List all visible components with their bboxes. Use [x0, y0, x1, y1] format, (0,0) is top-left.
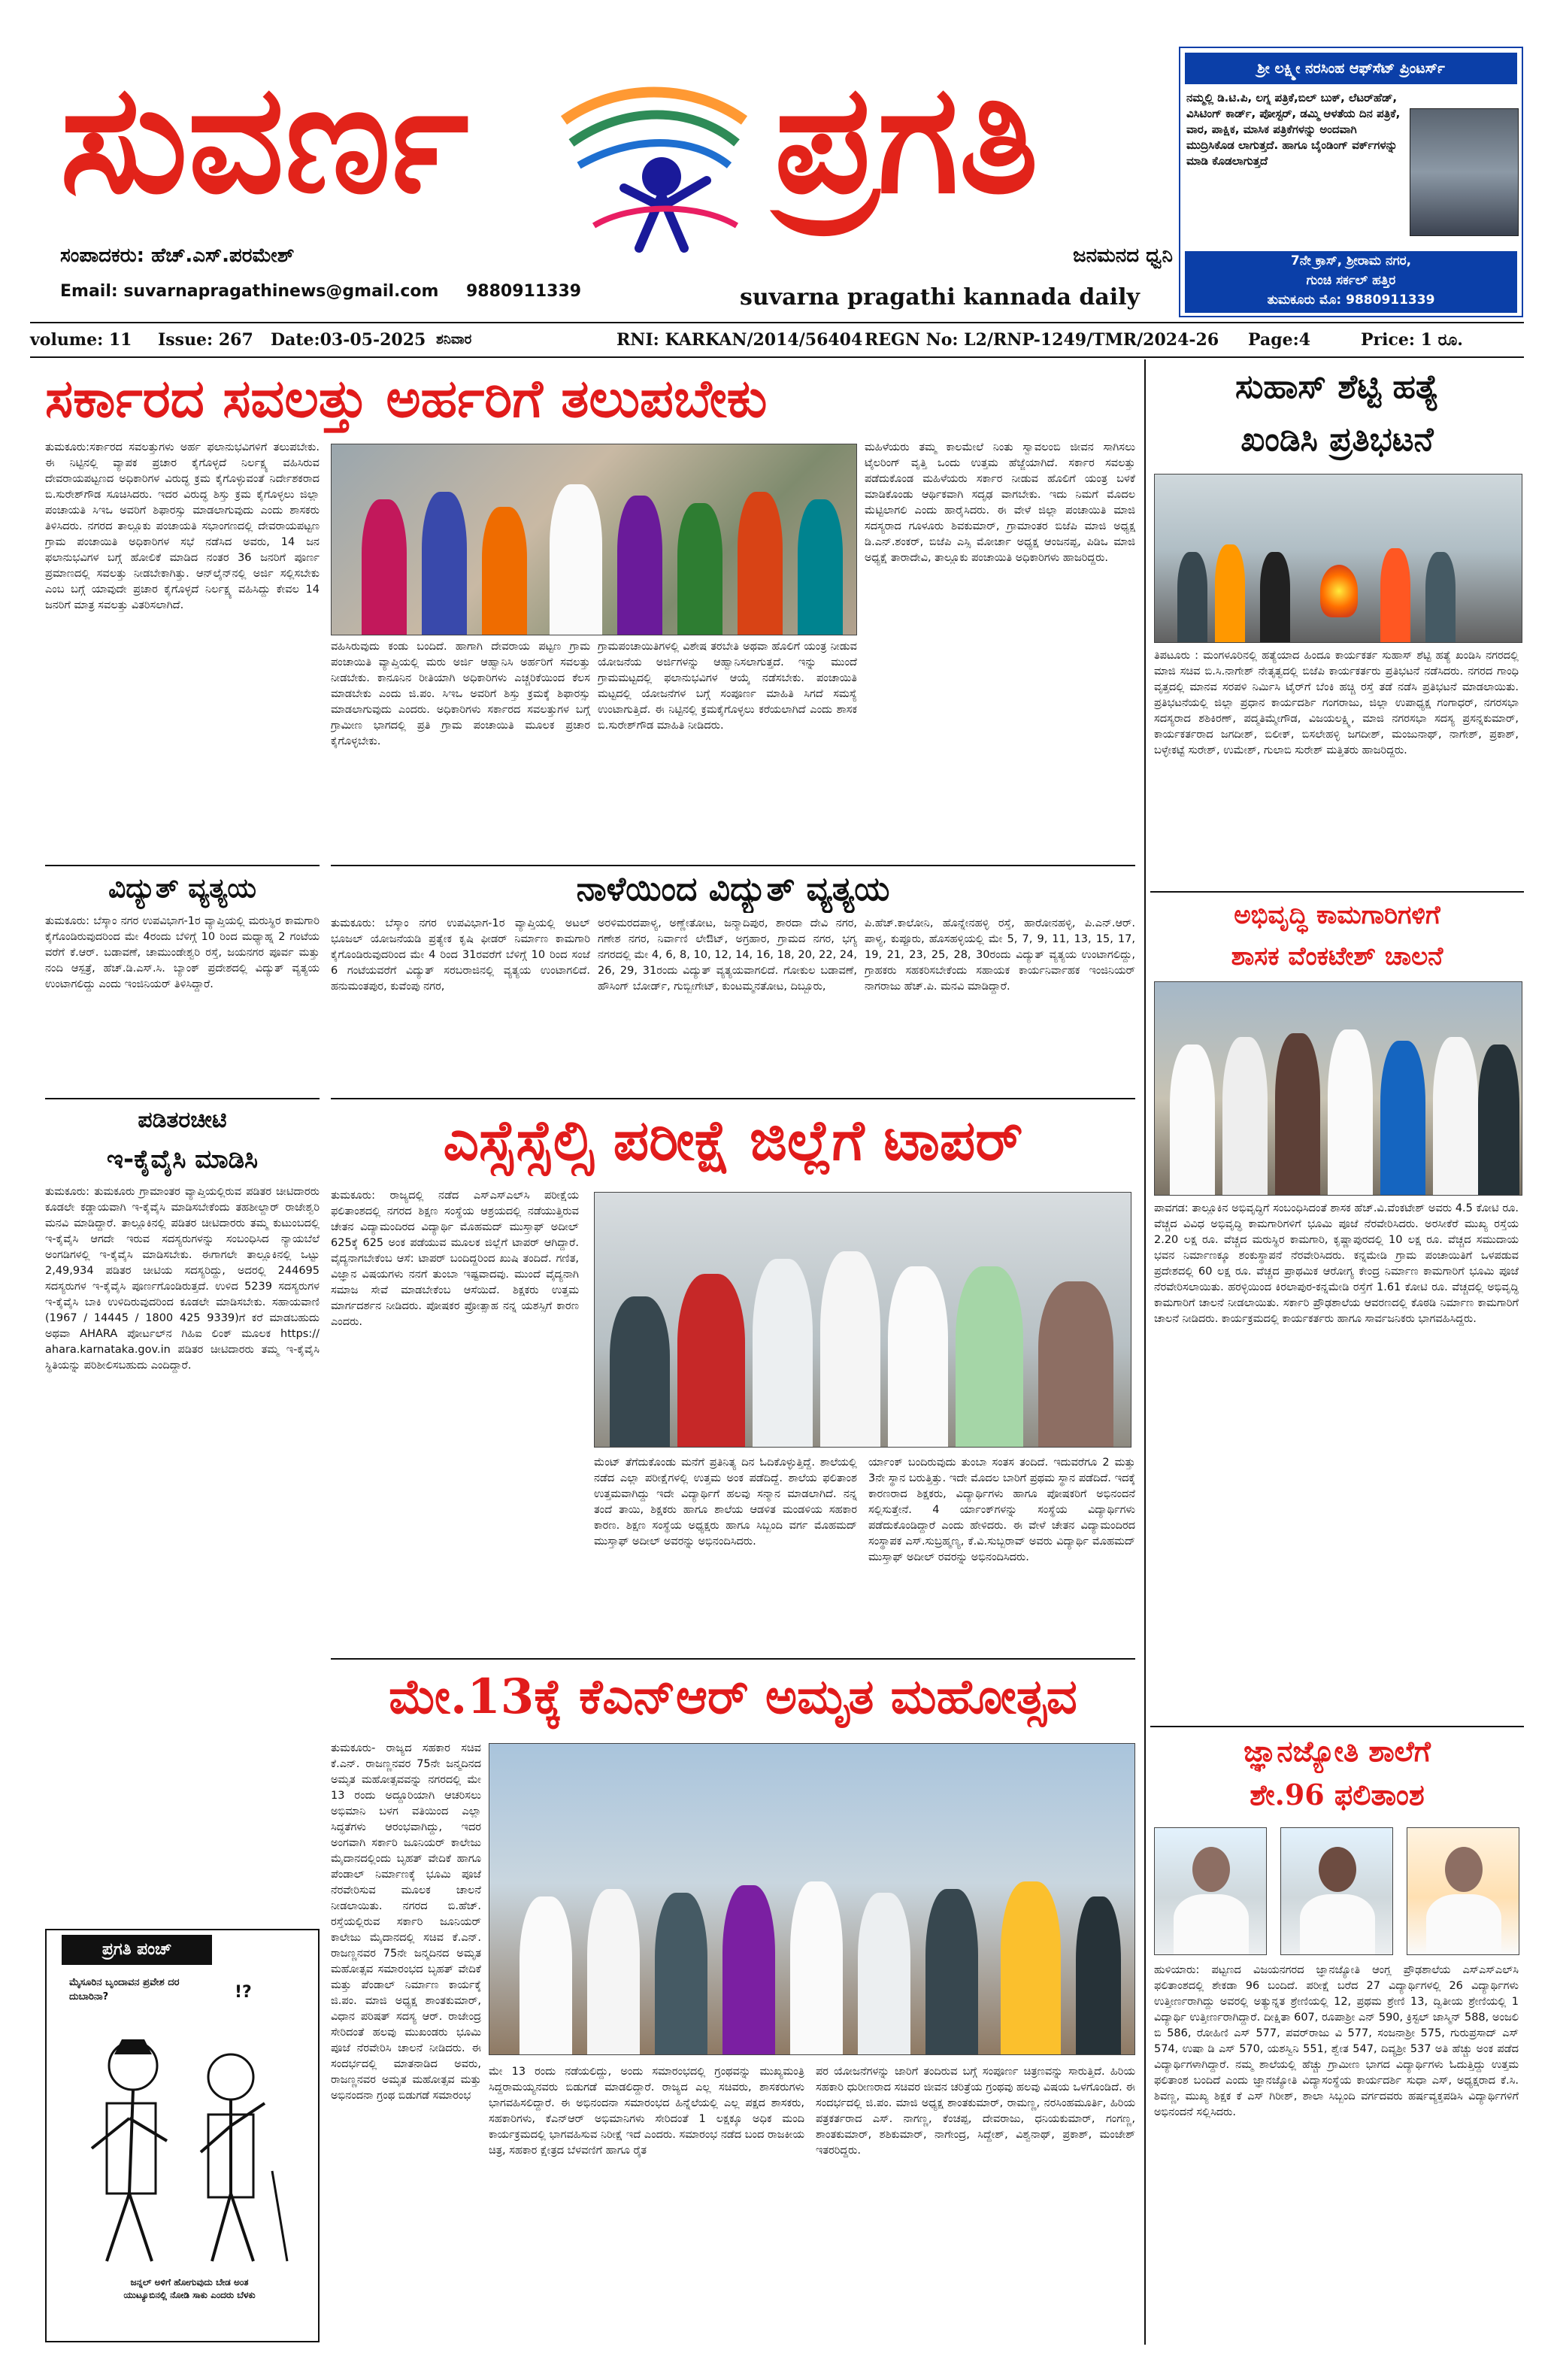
jnana-headline2: ಶೇ.96 ಫಲಿತಾಂಶ	[1250, 1778, 1425, 1812]
masthead-title-right: ಪ್ರಗತಿ	[774, 50, 1039, 227]
suhas-body: ತಿಪಟೂರು : ಮಂಗಳೂರಿನಲ್ಲಿ ಹತ್ಯೆಯಾದ ಹಿಂದೂ ಕಾರ್ಯಕರ್ತ ಸುಹಾಸ್ ಶೆಟ್ಟಿ ಹತ್ಯೆ ಖಂಡಿಸಿ ನಗರದಲ್ಲಿ ಮಾಜಿ ಸಚಿವ ಬಿ.ಸಿ.ನಾಗೇಶ್ ನೇತೃತ್ವದಲ್ಲಿ ಬಿಜೆಪಿ ಕಾರ್ಯಕರ್ತರು ಪ್ರತಿಭಟನೆ ನಡೆಸಿದರು. ನಗರದ ಗಾಂಧಿ ವೃತ್ತದಲ್ಲಿ ಮಾನವ ಸರಪಳಿ ನಿರ್ಮಿಸಿ ಟೈರ್‌ಗೆ ಬೆಂಕಿ ಹಚ್ಚಿ ರಸ್ತೆ ತಡೆ ನಡೆಸಿ ಪ್ರತಿಭಟನೆ ಮಾಡಲಾಯಿತು. ಪ್ರತಿಭಟನೆಯಲ್ಲಿ ಜಿಲ್ಲಾ ಪ್ರಧಾನ ಕಾರ್ಯದರ್ಶಿ ಗಂಗರಾಜು, ಜಿಲ್ಲಾ ಉಪಾಧ್ಯಕ್ಷ ಗಂಗಾಧರ್, ನಗರಸಭಾ ಸದಸ್ಯರಾದ ಶಶಿಕಿರಣ್, ಪದ್ಮತಿಮ್ಮೇಗೌಡ, ವಿಜಯಲಕ್ಷ್ಮಿ, ಮಾಜಿ ನಗರಸಭಾ ಸದಸ್ಯ ಪ್ರಸನ್ನಕುಮಾರ್, ಕಾರ್ಯಕರ್ತರಾದ ಜಗದೀಶ್, ಬಿಲೀಕ್, ಬಿಸಲೇಹಳ್ಳಿ ಜಗದೀಶ್, ಮಂಜುನಾಥ್, ನಾಗೇಶ್, ಪ್ರಕಾಶ್, ಬಳ್ಳೇಕಟ್ಟೆ ಸುರೇಶ್, ಉಮೇಶ್, ಗುಲಾಬಿ ಸುರೇಶ್ ಮತ್ತಿತರು ಹಾಜರಿದ್ದರು.	[1154, 650, 1519, 756]
punch-box	[45, 1929, 320, 2342]
ration-body: ತುಮಕೂರು: ತುಮಕೂರು ಗ್ರಾಮಾಂತರ ವ್ಯಾಪ್ತಿಯಲ್ಲಿರುವ ಪಡಿತರ ಚೀಟಿದಾರರು ಕೂಡಲೇ ಕಡ್ಡಾಯವಾಗಿ ಇ-ಕೈವೈಸಿ ಮಾಡಿಸಬೇಕೆಂದು ತಹಶೀಲ್ದಾರ್ ರಾಜೇಶ್ವರಿ ಮನವಿ ಮಾಡಿದ್ದಾರೆ. ತಾಲ್ಲೂಕಿನಲ್ಲಿ ಪಡಿತರ ಚೀಟಿದಾರರು ತಮ್ಮ ಕುಟುಂಬದಲ್ಲಿ ಇ-ಕೈವೈಸಿ ಆಗದೇ ಇರುವ ಸದಸ್ಯರುಗಳನ್ನು ಸಂಬಂಧಿಸಿದ ನ್ಯಾಯಬೆಲೆ ಅಂಗಡಿಗಳಲ್ಲಿ ಇ-ಕೈವೈಸಿ ಮಾಡಿಸಬೇಕು. ಈಗಾಗಲೇ ತಾಲ್ಲೂಕಿನಲ್ಲಿ ಒಟ್ಟು 2,49,934 ಪಡಿತರ ಚೀಟಿಯ ಸದಸ್ಯರಿದ್ದು, ಅದರಲ್ಲಿ 244695 ಸದಸ್ಯರುಗಳ ಇ-ಕೈವೈಸಿ ಪೂರ್ಣಗೊಂಡಿರುತ್ತದೆ. ಉಳಿದ 5239 ಸದಸ್ಯರುಗಳ ಇ-ಕೈವೈಸಿ ಬಾಕಿ ಉಳಿದಿರುವುದರಿಂದ ಕೂಡಲೇ ಮಾಡಿಸಬೇಕು. ಸಹಾಯವಾಣಿ (1967 / 14445 / 1800 425 9339)ಗೆ ಕರೆ ಮಾಡಬಹುದು ಅಥವಾ AHARA ಪೋರ್ಟಲ್‌ನ ಗಿಹಿಐ ಲಿಂಕ್ ಮೂಲಕ https:// ahara.karnataka.gov.in ಪಡಿತರ ಚೀಟಿದಾರರು ತಮ್ಮ ಇ-ಕೈವೈಸಿ ಸ್ಥಿತಿಯನ್ನು ಪರಿಶೀಲಿಸಬಹುದು ಎಂದಿದ್ದಾರೆ.	[45, 1186, 320, 1372]
suhas-headline1: ಸುಹಾಸ್ ಶೆಟ್ಟಿ ಹತ್ಯೆ	[1234, 368, 1440, 406]
punch-bubble1: ಮೈಸೂರಿನ ಬೃಂದಾವನ ಪ್ರವೇಶ ದರ ದುಬಾರಿನಾ?	[69, 1977, 180, 2003]
dateline-top-rule	[30, 322, 1524, 323]
punch-title: ಪ್ರಗತಿ ಪಂಚ್	[62, 1935, 212, 1965]
rni-number: RNI: KARKAN/2014/56404	[616, 330, 863, 350]
cartoon-illustration	[62, 2021, 302, 2269]
issue: Issue: 267	[158, 330, 253, 350]
ad-title: ಶ್ರೀ ಲಕ್ಷ್ಮೀ ನರಸಿಂಹ ಆಫ್‌ಸೆಟ್ ಪ್ರಿಂಟರ್ಸ್	[1185, 53, 1517, 84]
student-photos	[1154, 1827, 1522, 1955]
jnana-body: ಹುಳಿಯಾರು: ಪಟ್ಟಣದ ವಿಜಯನಗರದ ಜ್ಞಾನಜ್ಯೋತಿ ಆಂಗ್ಲ ಪ್ರೌಢಶಾಲೆಯ ಎಸ್‌ಎಸ್‌ಎಲ್‌ಸಿ ಫಲಿತಾಂಶದಲ್ಲಿ ಶೇಕಡಾ 96 ಬಂದಿದೆ. ಪರೀಕ್ಷೆ ಬರೆದ 27 ವಿದ್ಯಾರ್ಥಿಗಳಲ್ಲಿ 26 ವಿದ್ಯಾರ್ಥಿಗಳು ಉತ್ತೀರ್ಣರಾಗಿದ್ದು ಅವರಲ್ಲಿ ಅತ್ಯುನ್ನತ ಶ್ರೇಣಿಯಲ್ಲಿ 12, ಪ್ರಥಮ ಶ್ರೇಣಿ 13, ದ್ವಿತೀಯ ಶ್ರೇಣಿಯಲ್ಲಿ 1 ವಿದ್ಯಾರ್ಥಿ ಉತ್ತೀರ್ಣರಾಗಿದ್ದಾರೆ. ದೀಕ್ಷಿತಾ 607, ರೂಪಾಶ್ರೀ ಎನ್ 590, ಕ್ರಿಸ್ಟಲ್ ಜಾಸ್ಮಿನ್ 588, ಅಂಜಲಿ ಬಿ 586, ರೋಹಿಣಿ ಎಸ್ 577, ಪವರ್‌ರಾಜು ವಿ 577, ಸಂಜನಾಶ್ರೀ 575, ಗುರುಪ್ರಸಾದ್ ಎಸ್ 574, ಉಷಾ ಡಿ ಎಸ್ 570, ಯಶಸ್ವಿನಿ 551, ಶ್ವೇತ 547, ದಿವ್ಯಶ್ರೀ 537 ಅತಿ ಹೆಚ್ಚು ಅಂಕ ಪಡೆದ ವಿದ್ಯಾರ್ಥಿಗಳಾಗಿದ್ದಾರೆ. ನಮ್ಮ ಶಾಲೆಯಲ್ಲಿ ಹೆಚ್ಚು ಗ್ರಾಮೀಣ ಭಾಗದ ವಿದ್ಯಾರ್ಥಿಗಳು ಓದುತ್ತಿದ್ದು ಉತ್ತಮ ಫಲಿತಾಂಶ ಬಂದಿದೆ ಎಂದು ಜ್ಞಾನಜ್ಯೋತಿ ವಿದ್ಯಾಸಂಸ್ಥೆಯ ಕಾರ್ಯದರ್ಶಿ ಸುಧಾ ಎಸ್, ಅಧ್ಯಕ್ಷರಾದ ಕೆ.ಸಿ. ಶಿವಣ್ಣ, ಮುಖ್ಯ ಶಿಕ್ಷಕ ಕೆ ಎಸ್ ಗಿರೀಶ್, ಶಾಲಾ ಸಿಬ್ಬಂದಿ ವರ್ಗದವರು ಹರ್ಷವ್ಯಕ್ತಪಡಿಸಿ ವಿದ್ಯಾರ್ಥಿಗಳಿಗೆ ಅಭಿನಂದನೆ ಸಲ್ಲಿಸಿದರು.	[1154, 1964, 1519, 2118]
sslc-photo	[594, 1192, 1131, 1448]
student-photo-3	[1407, 1827, 1519, 1955]
editor-name: ಸಂಪಾದಕರು: ಹೆಚ್.ಎಸ್.ಪರಮೇಶ್	[60, 244, 295, 267]
lead-col2: ವಹಿಸಿರುವುದು ಕಂಡು ಬಂದಿದೆ. ಹಾಗಾಗಿ ದೇವರಾಯ ಪಟ್ಟಣ ಗ್ರಾಮ ಪಂಚಾಯಿತಿ ವ್ಯಾಪ್ತಿಯಲ್ಲಿ ಮರು ಅರ್ಜಿ ಆಹ್ವಾನಿಸಿ ಅರ್ಹರಿಗೆ ಸವಲತ್ತು ನೀಡಬೇಕು. ಕಾನೂನಿನ ರೀತಿಯಾಗಿ ಅಧಿಕಾರಿಗಳು ಎಚ್ಚರಿಕೆಯಿಂದ ಕೆಲಸ ಮಾಡಬೇಕು ಎಂದು ಜಿ.ಪಂ. ಸಿಇಒ ಅವರಿಗೆ ಶಿಸ್ತು ಕ್ರಮಕ್ಕೆ ಶಿಫಾರಸ್ಸು ಮಾಡಲಾಗುವುದು ಎಂದರು. ಅಧಿಕಾರಿಗಳು ಸರ್ಕಾರದ ಸವಲತ್ತುಗಳ ಬಗ್ಗೆ ಗ್ರಾಮೀಣ ಭಾಗದಲ್ಲಿ ಪ್ರತಿ ಗ್ರಾಮ ಪಂಚಾಯಿತಿ ಮೂಲಕ ಪ್ರಚಾರ ಕೈಗೊಳ್ಳಬೇಕು.	[331, 641, 590, 747]
knr-col1: ಮೇ 13 ರಂದು ನಡೆಯಲಿದ್ದು, ಅಂದು ಸಮಾರಂಭದಲ್ಲಿ ಗ್ರಂಥವನ್ನು ಮುಖ್ಯಮಂತ್ರಿ ಸಿದ್ದರಾಮಯ್ಯನವರು ಬಿಡುಗಡೆ ಮಾಡಲಿದ್ದಾರೆ. ರಾಜ್ಯದ ಎಲ್ಲ ಸಚಿವರು, ಶಾಸಕರುಗಳು ಭಾಗವಹಿಸಲಿದ್ದಾರೆ. ಈ ಅಭಿನಂದನಾ ಸಮಾರಂಭದ ಹಿನ್ನೆಲೆಯಲ್ಲಿ ಎಲ್ಲ ಪಕ್ಷದ ಶಾಸಕರು, ಸಹಕಾರಿಗಳು, ಕೆಎನ್‌ಆರ್ ಅಭಿಮಾನಿಗಳು ಸೇರಿದಂತೆ 1 ಲಕ್ಷಕ್ಕೂ ಅಧಿಕ ಮಂದಿ ಕಾರ್ಯಕ್ರಮದಲ್ಲಿ ಭಾಗವಹಿಸುವ ನಿರೀಕ್ಷೆ ಇದೆ ಎಂದರು. ಸಮಾರಂಭ ನಡೆದ ಬಂದ ರಾಜಕೀಯ ಚಿತ್ರ, ಸಹಕಾರ ಕ್ಷೇತ್ರದ ಬೆಳವಣಿಗೆ ಹಾಗೂ ರೈತ	[489, 2066, 804, 2157]
logo-emblem	[549, 75, 774, 256]
knr-headline: ಮೇ.13ಕ್ಕೆ ಕೆಎನ್‌ಆರ್ ಅಮೃತ ಮಹೋತ್ಸವ	[389, 1669, 1077, 1725]
punch-bubble2: !?	[235, 1983, 252, 2002]
suhas-photo	[1154, 474, 1522, 643]
sslc-col3: ರ್ಯಾಂಕ್ ಬಂದಿರುವುದು ತುಂಬಾ ಸಂತಸ ತಂದಿದೆ. ಇದುವರೆಗೂ 2 ಮತ್ತು 3ನೇ ಸ್ಥಾನ ಬರುತ್ತಿತ್ತು. ಇದೇ ಮೊದಲ ಬಾರಿಗೆ ಪ್ರಥಮ ಸ್ಥಾನ ಪಡೆದಿದೆ. ಇದಕ್ಕೆ ಕಾರಣರಾದ ಶಿಕ್ಷಕರು, ವಿದ್ಯಾರ್ಥಿಗಳು ಹಾಗೂ ಪೋಷಕರಿಗೆ ಅಭಿನಂದನೆ ಸಲ್ಲಿಸುತ್ತೇನೆ. 4 ರ್ಯಾಂಕ್‌ಗಳನ್ನು ಸಂಸ್ಥೆಯ ವಿದ್ಯಾರ್ಥಿಗಳು ಪಡೆದುಕೊಂಡಿದ್ದಾರೆ ಎಂದು ಹೇಳಿದರು. ಈ ವೇಳೆ ಚೇತನ ವಿದ್ಯಾಮಂದಿರದ ಸಂಸ್ಥಾಪಕ ಎಸ್.ಸುಬ್ರಹ್ಮಣ್ಯ, ಕೆ.ವಿ.ಸುಬ್ಬರಾವ್ ಅವರು ವಿದ್ಯಾರ್ಥಿ ಮೊಹಮದ್ ಮುಸ್ತಾಫ್ ಅದೀಲ್ ರವರನ್ನು ಅಭಿನಂದಿಸಿದರು.	[868, 1457, 1135, 1563]
ration-headline1: ಪಡಿತರಚೀಟಿ	[138, 1107, 227, 1133]
venkatesh-headline2: ಶಾಸಕ ವೆಂಕಟೇಶ್ ಚಾಲನೆ	[1231, 941, 1443, 972]
printing-machine-image	[1410, 108, 1519, 236]
english-name: suvarna pragathi kannada daily	[739, 284, 1140, 311]
sslc-col2: ಮೆಂಟ್ ತೆಗೆದುಕೊಂಡು ಮನೆಗೆ ಪ್ರತಿನಿತ್ಯ ದಿನ ಓದಿಕೊಳ್ಳುತ್ತಿದ್ದೆ. ಶಾಲೆಯಲ್ಲಿ ನಡೆದ ಎಲ್ಲಾ ಪರೀಕ್ಷೆಗಳಲ್ಲಿ ಉತ್ತಮ ಅಂಕ ಪಡೆದಿದ್ದೆ. ಶಾಲೆಯ ಫಲಿತಾಂಶ ಉತ್ತಮವಾಗಿದ್ದು ಇದೇ ವಿದ್ಯಾರ್ಥಿಗೆ ಹಲವು ಸನ್ಮಾನ ಮಾಡಲಾಗಿದೆ. ನನ್ನ ತಂದೆ ತಾಯಿ, ಶಿಕ್ಷಕರು ಹಾಗೂ ಶಾಲೆಯ ಆಡಳಿತ ಮಂಡಳಿಯ ಸಹಕಾರ ಕಾರಣ. ಶಿಕ್ಷಣ ಸಂಸ್ಥೆಯ ಅಧ್ಯಕ್ಷರು ಹಾಗೂ ಸಿಬ್ಬಂದಿ ವರ್ಗ ಮೊಹಮದ್ ಮುಸ್ತಾಫ್ ಅದೀಲ್ ಅವರನ್ನು ಅಭಿನಂದಿಸಿದರು.	[594, 1457, 857, 1548]
lead-photo	[331, 444, 857, 635]
sslc-col1: ತುಮಕೂರು: ರಾಜ್ಯದಲ್ಲಿ ನಡೆದ ಎಸ್‌ಎಸ್‌ಎಲ್‌ಸಿ ಪರೀಕ್ಷೆಯ ಫಲಿತಾಂಶದಲ್ಲಿ ನಗರದ ಶಿಕ್ಷಣ ಸಂಸ್ಥೆಯ ಆಶ್ರಯದಲ್ಲಿ ನಡೆಯುತ್ತಿರುವ ಚೇತನ ವಿದ್ಯಾಮಂದಿರದ ವಿದ್ಯಾರ್ಥಿ ಮೊಹಮದ್ ಮುಸ್ತಾಫ್ ಅದೀಲ್ 625ಕ್ಕೆ 625 ಅಂಕ ಪಡೆಯುವ ಮೂಲಕ ಜಿಲ್ಲೆಗೆ ಟಾಪರ್ ಆಗಿದ್ದಾರೆ. ವೈದ್ಯನಾಗಬೇಕೆಂಬ ಆಸೆ: ಟಾಪರ್ ಬಂದಿದ್ದರಿಂದ ಖುಷಿ ತಂದಿದೆ. ಗಣಿತ, ವಿಜ್ಞಾನ ವಿಷಯಗಳು ನನಗೆ ತುಂಬಾ ಇಷ್ಟವಾದವು. ಮುಂದೆ ವೈದ್ಯನಾಗಿ ಸಮಾಜ ಸೇವೆ ಮಾಡಬೇಕೆಂಬ ಆಸೆಯಿದೆ. ಶಿಕ್ಷಕರು ಉತ್ತಮ ಮಾರ್ಗದರ್ಶನ ನೀಡಿದರು. ಪೋಷಕರ ಪ್ರೋತ್ಸಾಹ ನನ್ನ ಯಶಸ್ಸಿಗೆ ಕಾರಣ ಎಂದರು.	[331, 1190, 579, 1328]
knr-col2: ಪರ ಯೋಜನೆಗಳನ್ನು ಜಾರಿಗೆ ತಂದಿರುವ ಬಗ್ಗೆ ಸಂಪೂರ್ಣ ಚಿತ್ರಣವನ್ನು ಸಾರುತ್ತಿದೆ. ಹಿರಿಯ ಸಹಕಾರಿ ಧುರೀಣರಾದ ಸಚಿವರ ಜೀವನ ಚರಿತ್ರೆಯ ಗ್ರಂಥವು ಹಲವು ವಿಷಯ ಒಳಗೊಂಡಿದೆ. ಈ ಸಂದರ್ಭದಲ್ಲಿ ಜಿ.ಪಂ. ಮಾಜಿ ಅಧ್ಯಕ್ಷ ಶಾಂತಕುಮಾರ್, ರಾಮಣ್ಣ, ನರಸಿಂಹಮೂರ್ತಿ, ಹಿರಿಯ ಪತ್ರಕರ್ತರಾದ ಎಸ್. ನಾಗಣ್ಣ, ಕೆಂಚಪ್ಪ, ದೇವರಾಜು, ಧನಿಯಕುಮಾರ್, ಗಂಗಣ್ಣ, ಶಾಂತಕುಮಾರ್, ಶಶಿಕುಮಾರ್, ನಾಗೇಂದ್ರ, ಸಿದ್ದೇಶ್, ವಿಶ್ವನಾಥ್, ಪ್ರಕಾಶ್, ಮಂಜೇಶ್ ಇತರರಿದ್ದರು.	[816, 2066, 1135, 2157]
weekday: ಶನಿವಾರ	[436, 332, 472, 347]
venkatesh-photo	[1154, 981, 1522, 1196]
date: Date:03-05-2025	[271, 330, 426, 350]
email: Email: suvarnapragathinews@gmail.com	[60, 282, 439, 301]
regn-number: REGN No: L2/RNP-1249/TMR/2024-26	[865, 330, 1219, 350]
dateline-bottom-rule	[30, 356, 1524, 358]
venkatesh-headline1: ಅಭಿವೃದ್ಧಿ ಕಾಮಗಾರಿಗಳಿಗೆ	[1234, 900, 1440, 930]
masthead-title-left: ಸುವರ್ಣ	[60, 50, 469, 227]
price: Price: 1 ರೂ.	[1361, 330, 1463, 350]
tagline: ಜನಮನದ ಧ್ವನಿ	[1073, 244, 1173, 267]
page-number: Page:4	[1248, 330, 1311, 350]
phone: 9880911339	[466, 282, 582, 301]
ad-address2: ಗುಂಚಿ ಸರ್ಕಲ್ ಹತ್ತಿರ	[1306, 273, 1396, 288]
ration-headline2: ಇ-ಕೈವೈಸಿ ಮಾಡಿಸಿ	[106, 1145, 259, 1175]
dateline	[30, 325, 1524, 355]
volume: volume: 11	[30, 330, 132, 350]
knr-side: ತುಮಕೂರು- ರಾಜ್ಯದ ಸಹಕಾರ ಸಚಿವ ಕೆ.ಎನ್. ರಾಜಣ್ಣನವರ 75ನೇ ಜನ್ಮದಿನದ ಅಮೃತ ಮಹೋತ್ಸವವನ್ನು ನಗರದಲ್ಲಿ ಮೇ 13 ರಂದು ಅದ್ದೂರಿಯಾಗಿ ಆಚರಿಸಲು ಅಭಿಮಾನಿ ಬಳಗ ವತಿಯಿಂದ ಎಲ್ಲಾ ಸಿದ್ಧತೆಗಳು ಆರಂಭವಾಗಿದ್ದು, ಇದರ ಅಂಗವಾಗಿ ಸರ್ಕಾರಿ ಜೂನಿಯರ್ ಕಾಲೇಜು ಮೈದಾನದಲ್ಲಿಂದು ಬೃಹತ್ ವೇದಿಕೆ ಹಾಗೂ ಪೆಂಡಾಲ್ ನಿರ್ಮಾಣಕ್ಕೆ ಭೂಮಿ ಪೂಜೆ ನೆರವೇರಿಸುವ ಮೂಲಕ ಚಾಲನೆ ನೀಡಲಾಯಿತು. ನಗರದ ಬಿ.ಹೆಚ್. ರಸ್ತೆಯಲ್ಲಿರುವ ಸರ್ಕಾರಿ ಜೂನಿಯರ್ ಕಾಲೇಜು ಮೈದಾನದಲ್ಲಿ ಸಚಿವ ಕೆ.ಎನ್. ರಾಜಣ್ಣನವರ 75ನೇ ಜನ್ಮದಿನದ ಅಮೃತ ಮಹೋತ್ಸವ ಸಮಾರಂಭದ ಬೃಹತ್ ವೇದಿಕೆ ಮತ್ತು ಪೆಂಡಾಲ್ ನಿರ್ಮಾಣ ಕಾರ್ಯಕ್ಕೆ ಜಿ.ಪಂ. ಮಾಜಿ ಅಧ್ಯಕ್ಷ ಶಾಂತಕುಮಾರ್, ವಿಧಾನ ಪರಿಷತ್ ಸದಸ್ಯ ಆರ್. ರಾಜೇಂದ್ರ ಸೇರಿದಂತೆ ಹಲವು ಮುಖಂಡರು ಭೂಮಿ ಪೂಜೆ ನೆರವೇರಿಸಿ ಚಾಲನೆ ನೀಡಿದರು. ಈ ಸಂದರ್ಭದಲ್ಲಿ ಮಾತನಾಡಿದ ಅವರು, ರಾಜಣ್ಣನವರ ಅಮೃತ ಮಹೋತ್ಸವ ಮತ್ತು ಅಭಿನಂದನಾ ಗ್ರಂಥ ಬಿಡುಗಡೆ ಸಮಾರಂಭ	[331, 1742, 481, 2102]
jnana-headline1: ಜ್ಞಾನಜ್ಯೋತಿ ಶಾಲೆಗೆ	[1244, 1734, 1431, 1768]
right-column-rule	[1144, 359, 1146, 2345]
student-photo-2	[1280, 1827, 1393, 1955]
power-main-col2: ಅರಳಿಮರದಪಾಳ್ಯ, ಅಣ್ಣೇತೋಟ, ಜನ್ಮಾದಿಪುರ, ಶಾರದಾ ದೇವಿ ನಗರ, ಗಣೇಶ ನಗರ, ನಿರ್ವಾಣಿ ಲೇಔಟ್, ಅಗ್ರಹಾರ, ಗ್ರಾಮದ ನಗರ, ಭಗ್ಯ ನಗರದಲ್ಲಿ ಮೇ 4, 6, 8, 10, 12, 14, 16, 18, 20, 22, 24, 26, 29, 31ರಂದು ವಿದ್ಯುತ್ ವ್ಯತ್ಯಯವಾಗಲಿದೆ. ಗೋಕುಲ ಬಡಾವಣೆ, ಹೌಸಿಂಗ್ ಬೋರ್ಡ್, ಗುಬ್ಬೀಗೇಟ್, ಕುಂಟಮ್ಮನತೋಟ, ದಿಬ್ಬೂರು,	[598, 917, 857, 993]
suhas-headline2: ಖಂಡಿಸಿ ಪ್ರತಿಭಟನೆ	[1240, 420, 1434, 459]
lead-col4: ಮಹಿಳೆಯರು ತಮ್ಮ ಕಾಲಮೇಲೆ ನಿಂತು ಸ್ವಾವಲಂಬಿ ಜೀವನ ಸಾಗಿಸಲು ಟೈಲರಿಂಗ್ ವೃತ್ತಿ ಒಂದು ಉತ್ತಮ ಹೆಜ್ಜೆಯಾಗಿದೆ. ಸರ್ಕಾರ ಸವಲತ್ತು ಪಡೆದುಕೊಂಡ ಮಹಿಳೆಯರು ಸರ್ಕಾರ ನೀಡುವ ಹೊಲಿಗೆ ಯಂತ್ರ ಬಳಕೆ ಮಾಡಿಕೊಂಡು ಆರ್ಥಿಕವಾಗಿ ಸದೃಢ ವಾಗಬೇಕು. ಇದು ನಿಮಗೆ ಮೊದಲ ಮೆಟ್ಟಿಲಾಗಲಿ ಎಂದು ಹಾರೈಸಿದರು. ಈ ವೇಳೆ ಜಿಲ್ಲಾ ಪಂಚಾಯಿತಿ ಮಾಜಿ ಸದಸ್ಯರಾದ ಗೂಳೂರು ಶಿವಕುಮಾರ್, ಗ್ರಾಮಾಂತರ ಬಿಜೆಪಿ ಮಾಜಿ ಅಧ್ಯಕ್ಷ ಡಿ.ಎನ್.ಶಂಕರ್, ಬಿಜೆಪಿ ಎಸ್ಸಿ ಮೋರ್ಚಾ ಅಧ್ಯಕ್ಷ ಆಂಜನಪ್ಪ, ಪಿಡಿಒ ಮಾಜಿ ಅಧ್ಯಕ್ಷೆ ತಾರಾದೇವಿ, ತಾಲ್ಲೂಕು ಪಂಚಾಯಿತಿ ಅಧಿಕಾರಿಗಳು ಹಾಜರಿದ್ದರು.	[865, 441, 1135, 564]
printer-ad	[1179, 47, 1523, 317]
student-photo-1	[1154, 1827, 1267, 1955]
ad-contact: ತುಮಕೂರು ಮೊ: 9880911339	[1267, 293, 1435, 308]
masthead	[30, 30, 1173, 316]
power-main-headline: ನಾಳೆಯಿಂದ ವಿದ್ಯುತ್ ವ್ಯತ್ಯಯ	[576, 870, 890, 908]
sslc-headline: ಎಸ್ಸೆಸ್ಸೆಲ್ಸಿ ಪರೀಕ್ಷೆ ಜಿಲ್ಲೆಗೆ ಟಾಪರ್	[443, 1108, 1023, 1173]
ad-address1: 7ನೇ ಕ್ರಾಸ್, ಶ್ರೀರಾಮ ನಗರ,	[1290, 253, 1412, 268]
ad-address-box	[1185, 251, 1517, 313]
rule-ration	[45, 1098, 320, 1099]
ad-body: ನಮ್ಮಲ್ಲಿ ಡಿ.ಟಿ.ಪಿ, ಲಗ್ನ ಪತ್ರಿಕೆ,ಬಿಲ್ ಬುಕ್, ಲೆಟರ್‌ಹೆಡ್, ವಿಸಿಟಿಂಗ್ ಕಾರ್ಡ್, ಪೋಸ್ಟರ್, ಡಮ್ಮಿ ಆಳತೆಯ ದಿನ ಪತ್ರಿಕೆ, ವಾರ, ಪಾಕ್ಷಿಕ, ಮಾಸಿಕ ಪತ್ರಿಕೆಗಳನ್ನು ಅಂದವಾಗಿ ಮುದ್ರಿಸಿಕೊಡ ಲಾಗುತ್ತದೆ. ಹಾಗೂ ಬೈಂಡಿಂಗ್ ವರ್ಕ್‌ಗಳನ್ನು ಮಾಡಿ ಕೊಡಲಾಗುತ್ತದೆ	[1186, 91, 1401, 168]
power-main-col3: ಪಿ.ಹೆಚ್.ಕಾಲೋನಿ, ಹೊನ್ನೇನಹಳ್ಳಿ ರಸ್ತೆ, ಹಾರೋನಹಳ್ಳಿ, ಪಿ.ಎನ್.ಆರ್. ಪಾಳ್ಯ, ಕುಪ್ಪೂರು, ಹೊಸಹಳ್ಳಿಯಲ್ಲಿ ಮೇ 5, 7, 9, 11, 13, 15, 17, 19, 21, 23, 25, 28, 30ರಂದು ವಿದ್ಯುತ್ ವ್ಯತ್ಯಯ ಉಂಟಾಗಲಿದ್ದು, ಗ್ರಾಹಕರು ಸಹಕರಿಸಬೇಕೆಂದು ಸಹಾಯಕ ಕಾರ್ಯನಿರ್ವಾಹಕ ಇಂಜಿನಿಯರ್ ನಾಗರಾಜು ಹೆಚ್.ಪಿ. ಮನವಿ ಮಾಡಿದ್ದಾರೆ.	[865, 917, 1135, 993]
power-small-headline: ವಿದ್ಯುತ್ ವ್ಯತ್ಯಯ	[108, 873, 256, 904]
power-main-col1: ತುಮಕೂರು: ಬೆಸ್ಕಾಂ ನಗರ ಉಪವಿಭಾಗ-1ರ ವ್ಯಾಪ್ತಿಯಲ್ಲಿ ಅಟಲ್ ಭೂಜಲ್ ಯೋಜನೆಯಡಿ ಪ್ರತ್ಯೇಕ ಕೃಷಿ ಫೀಡರ್ ನಿರ್ಮಾಣ ಕಾಮಗಾರಿ ಕೈಗೊಂಡಿರುವುದರಿಂದ ಮೇ 4 ರಿಂದ 31ರವರೆಗೆ ಬೆಳಿಗ್ಗೆ 10 ರಿಂದ ಸಂಜೆ 6 ಗಂಟೆಯವರೆಗೆ ವಿದ್ಯುತ್ ಸರಬರಾಜಿನಲ್ಲಿ ವ್ಯತ್ಯಯ ಉಂಟಾಗಲಿದೆ. ಹನುಮಂತಪುರ, ಕುವೆಂಪು ನಗರ,	[331, 917, 590, 993]
rule-jnana	[1150, 1726, 1524, 1727]
lead-col3: ಗ್ರಾಮಪಂಚಾಯಿತಿಗಳಲ್ಲಿ ವಿಶೇಷ ತರಬೇತಿ ಅಥವಾ ಹೊಲಿಗೆ ಯಂತ್ರ ನೀಡುವ ಯೋಜನೆಯ ಅರ್ಜಿಗಳನ್ನು ಆಹ್ವಾನಿಸಲಾಗುತ್ತದೆ. ಇನ್ನು ಮುಂದೆ ಗ್ರಾಮಮಟ್ಟದಲ್ಲಿ ಫಲಾನುಭವಿಗಳ ಆಯ್ಕೆ ನಡೆಸಬೇಕು. ಪಂಚಾಯಿತಿ ಮಟ್ಟದಲ್ಲಿ ಯೋಜನೆಗಳ ಬಗ್ಗೆ ಸಂಪೂರ್ಣ ಮಾಹಿತಿ ಸಿಗದೆ ಸಮಸ್ಯೆ ಉಂಟಾಗುತ್ತಿದೆ. ಈ ನಿಟ್ಟಿನಲ್ಲಿ ಕ್ರಮಕೈಗೊಳ್ಳಲು ಕರೆಯಲಾಗಿದೆ ಎಂದು ಶಾಸಕ ಬಿ.ಸುರೇಶ್‌ಗೌಡ ಮಾಹಿತಿ ನೀಡಿದರು.	[598, 641, 857, 732]
power-small-body: ತುಮಕೂರು: ಬೆಸ್ಕಾಂ ನಗರ ಉಪವಿಭಾಗ-1ರ ವ್ಯಾಪ್ತಿಯಲ್ಲಿ ಮರುಸ್ಥಿರ ಕಾಮಗಾರಿ ಕೈಗೊಂಡಿರುವುದರಿಂದ ಮೇ 4ರಂದು ಬೆಳಿಗ್ಗೆ 10 ರಿಂದ ಮಧ್ಯಾಹ್ನ 2 ಗಂಟೆಯ ವರೆಗೆ ಕೆ.ಆರ್. ಬಡಾವಣೆ, ಚಾಮುಂಡೇಶ್ವರಿ ರಸ್ತೆ, ಜಯನಗರ ಪೂರ್ವ ಮತ್ತು ನಂದಿ ಆಸ್ಪತ್ರೆ, ಹೆಚ್.ಡಿ.ಎಸ್.ಸಿ. ಬ್ಯಾಂಕ್ ಪ್ರದೇಶದಲ್ಲಿ ವಿದ್ಯುತ್ ವ್ಯತ್ಯಯ ಉಂಟಾಗಲಿದ್ದು ಎಂದು ಇಂಜಿನಿಯರ್ ತಿಳಿಸಿದ್ದಾರೆ.	[45, 915, 320, 990]
knr-photo	[489, 1743, 1135, 2055]
punch-caption: ಜನ್ನಲ್ ಅಳಿಗೆ ಹೋಗುವುದು ಬೇಡ ಅಂತ ಯುಟ್ಯೂಬಿನಲ್ಲಿ ನೋಡಿ ಸಾಕು ಎಂದರು ಬೆಳಕು	[123, 2277, 256, 2300]
lead-col1: ತುಮಕೂರು:ಸರ್ಕಾರದ ಸವಲತ್ತುಗಳು ಅರ್ಹ ಫಲಾನುಭವಿಗಳಿಗೆ ತಲುಪಬೇಕು. ಈ ನಿಟ್ಟಿನಲ್ಲಿ ವ್ಯಾಪಕ ಪ್ರಚಾರ ಕೈಗೊಳ್ಳದೆ ನಿರ್ಲಕ್ಷ್ಯ ವಹಿಸಿರುವ ದೇವರಾಯಪಟ್ಟಣದ ಅಧಿಕಾರಿಗಳ ವಿರುದ್ಧ ಕ್ರಮ ಕೈಗೊಳ್ಳುವಂತೆ ನಿರ್ದೇಶಕರಾದ ಬಿ.ಸುರೇಶ್‌ಗೌಡ ಸೂಚಿಸಿದರು. ಇದರ ವಿರುದ್ಧ ಶಿಸ್ತು ಕ್ರಮ ಕೈಗೊಳ್ಳಲು ಜಿಲ್ಲಾ ಪಂಚಾಯತಿ ಸಿಇಒ ಅವರಿಗೆ ಶಿಫಾರಸ್ಸು ಮಾಡಲಾಗುವುದು ಎಂದು ಶಾಸಕರು ತಿಳಿಸಿದರು. ನಗರದ ತಾಲ್ಲೂಕು ಪಂಚಾಯತಿ ಸಭಾಂಗಣದಲ್ಲಿ ದೇವರಾಯಪಟ್ಟಣ ಗ್ರಾಮ ಪಂಚಾಯಿತಿ ಅಧಿಕಾರಿಗಳ ಸಭೆ ನಡೆಸಿದ ಅವರು, 14 ಜನ ಫಲಾನುಭವಿಗಳ ಬಗ್ಗೆ ಹೋಲಿಕೆ ಮಾಡಿದ ನಂತರ 36 ಜನರಿಗೆ ಪೂರ್ಣ ಪ್ರಮಾಣದಲ್ಲಿ ಸವಲತ್ತು ನೀಡಬೇಕಾಗಿತ್ತು. ಆನ್‌ಲೈನ್‌ನಲ್ಲಿ ಅರ್ಜಿ ಸಲ್ಲಿಸಬೇಕು ಎಂಬ ಬಗ್ಗೆ ಯಾವುದೇ ಪ್ರಚಾರ ಕೈಗೊಳ್ಳದೆ ನಿರ್ಲಕ್ಷ್ಯ ವಹಿಸಿದ್ದು ಕೇವಲ 14 ಜನರಿಗೆ ಮಾತ್ರ ಸವಲತ್ತು ವಿತರಿಸಲಾಗಿದೆ.	[45, 441, 320, 611]
rule-venkatesh	[1150, 891, 1524, 893]
lead-headline: ಸರ್ಕಾರದ ಸವಲತ್ತು ಅರ್ಹರಿಗೆ ತಲುಪಬೇಕು	[45, 367, 768, 429]
venkatesh-body: ಪಾವಗಡ: ತಾಲ್ಲೂಕಿನ ಅಭಿವೃದ್ಧಿಗೆ ಸಂಬಂಧಿಸಿದಂತೆ ಶಾಸಕ ಹೆಚ್.ವಿ.ವೆಂಕಟೇಶ್ ಅವರು 4.5 ಕೋಟಿ ರೂ. ವೆಚ್ಚದ ವಿವಿಧ ಅಭಿವೃದ್ಧಿ ಕಾಮಗಾರಿಗಳಿಗೆ ಭೂಮಿ ಪೂಜೆ ನೆರವೇರಿಸಿದರು. ಅರಸೀಕೆರೆ ಮುಖ್ಯ ರಸ್ತೆಯ 2.20 ಲಕ್ಷ ರೂ. ವೆಚ್ಚದ ಮರುಸ್ಥಿರ ಕಾಮಗಾರಿ, ಕೃಷ್ಣಾಪುರದಲ್ಲಿ 10 ಲಕ್ಷ ರೂ. ವೆಚ್ಚದ ಸಮುದಾಯ ಭವನ ನಿರ್ಮಾಣಕ್ಕೂ ಶಂಕುಸ್ಥಾಪನೆ ನೆರವೇರಿಸಿದರು. ಕನ್ನಮೇಡಿ ಗ್ರಾಮ ಪಂಚಾಯಿತಿಗೆ ಒಳಪಡುವ ಪ್ರದೇಶದಲ್ಲಿ 60 ಲಕ್ಷ ರೂ. ವೆಚ್ಚದ ಪ್ರಾಥಮಿಕ ಆರೋಗ್ಯ ಕೇಂದ್ರ ನಿರ್ಮಾಣ ಕಾಮಗಾರಿಗೆ ಭೂಮಿ ಪೂಜೆ ನೆರವೇರಿಸಲಾಯಿತು. ಹರಳ್ಳಿಯಿಂದ ಕಿರಲಾಪುರ-ಕನ್ನಮೇಡಿ ರಸ್ತೆಗೆ 1.61 ಕೋಟಿ ರೂ. ವೆಚ್ಚದಲ್ಲಿ ಅಭಿವೃದ್ಧಿ ಕಾಮಗಾರಿಗೆ ಚಾಲನೆ ನೀಡಲಾಯಿತು. ಸರ್ಕಾರಿ ಪ್ರೌಢಶಾಲೆಯ ಆವರಣದಲ್ಲಿ ಕೊಠಡಿ ನಿರ್ಮಾಣ ಕಾಮಗಾರಿಗೆ ಚಾಲನೆ ನೀಡಿದರು. ಕಾರ್ಯಕ್ರಮದಲ್ಲಿ ಕಾರ್ಯಕರ್ತರು ಹಾಗೂ ಸಾರ್ವಜನಿಕರು ಭಾಗವಹಿಸಿದ್ದರು.	[1154, 1202, 1519, 1325]
